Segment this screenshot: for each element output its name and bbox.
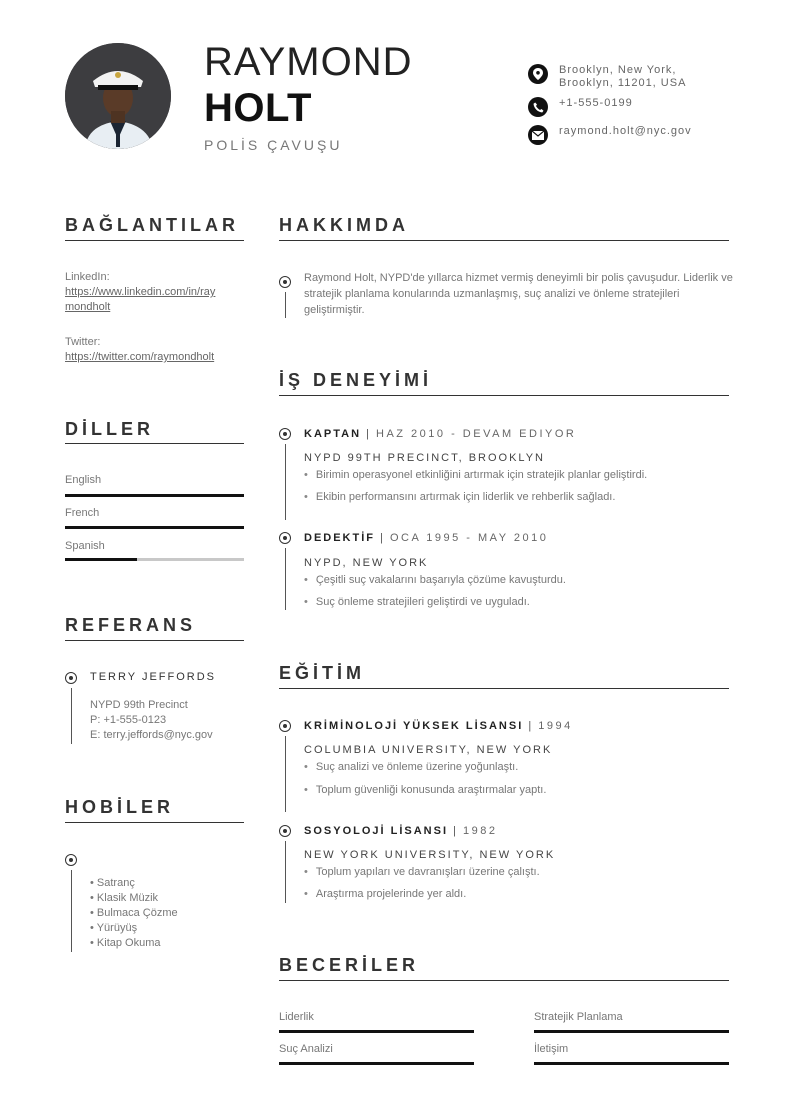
job-role: DEDEKTİF | OCA 1995 - MAY 2010 bbox=[304, 532, 549, 544]
language-bar-fill bbox=[65, 526, 244, 529]
education-school: NEW YORK UNIVERSITY, NEW YORK bbox=[304, 849, 556, 861]
timeline-line bbox=[285, 444, 286, 520]
links-divider bbox=[65, 240, 244, 241]
address-line-1: Brooklyn, New York, bbox=[559, 64, 677, 76]
education-school: COLUMBIA UNIVERSITY, NEW YORK bbox=[304, 744, 553, 756]
language-bar bbox=[65, 526, 244, 529]
language-label: English bbox=[65, 474, 102, 486]
skill-label: Liderlik bbox=[279, 1011, 314, 1023]
twitter-link[interactable]: https://twitter.com/raymondholt bbox=[65, 351, 215, 363]
experience-heading: İŞ DENEYİMİ bbox=[279, 370, 433, 390]
job-org: NYPD 99TH PRECINCT, BROOKLYN bbox=[304, 452, 546, 464]
phone-icon bbox=[528, 97, 548, 117]
languages-heading: DİLLER bbox=[65, 419, 154, 439]
hobby-item: • Yürüyüş bbox=[90, 922, 138, 934]
address-line-2: Brooklyn, 11201, USA bbox=[559, 77, 687, 89]
hobbies-list bbox=[90, 876, 178, 951]
phone-number: +1-555-0199 bbox=[559, 97, 633, 109]
experience-divider bbox=[279, 395, 729, 396]
links-heading: BAĞLANTILAR bbox=[65, 215, 239, 235]
timeline-dot-icon bbox=[279, 720, 291, 732]
reference-heading: REFERANS bbox=[65, 615, 197, 635]
timeline-line bbox=[71, 870, 72, 952]
twitter-label: Twitter: bbox=[65, 336, 101, 348]
location-pin-icon bbox=[528, 64, 548, 84]
about-divider bbox=[279, 240, 729, 241]
language-label: French bbox=[65, 507, 100, 519]
education-divider bbox=[279, 688, 729, 689]
language-label: Spanish bbox=[65, 540, 105, 552]
email-address: raymond.holt@nyc.gov bbox=[559, 125, 692, 137]
hobbies-heading: HOBİLER bbox=[65, 797, 174, 817]
skill-bar bbox=[534, 1062, 729, 1065]
education-bullet: • Suç analizi ve önleme üzerine yoğunlaştı. bbox=[304, 761, 518, 773]
reference-name: TERRY JEFFORDS bbox=[90, 671, 216, 683]
timeline-line bbox=[285, 548, 286, 610]
language-bar-fill bbox=[65, 494, 244, 497]
hobby-item: • Satranç bbox=[90, 877, 135, 889]
skills-heading: BECERİLER bbox=[279, 955, 420, 975]
about-text: Raymond Holt, NYPD'de yıllarca hizmet vermiş deneyimli bir polis çavuşudur. Liderlik ve stratejik planlama konularında uzmanlaşmış, suç analizi ve önleme stratejileri geliştirmiştir. bbox=[304, 272, 733, 316]
education-degree: SOSYOLOJİ LİSANSI | 1982 bbox=[304, 825, 498, 837]
first-name: RAYMOND bbox=[204, 40, 413, 84]
hobby-item: • Kitap Okuma bbox=[90, 937, 161, 949]
job-role: KAPTAN | HAZ 2010 - DEVAM EDIYOR bbox=[304, 428, 577, 440]
education-heading: EĞİTİM bbox=[279, 663, 365, 683]
job-bullet: • Çeşitli suç vakalarını başarıyla çözüme kavuşturdu. bbox=[304, 574, 566, 586]
timeline-line bbox=[285, 736, 286, 812]
linkedin-label: LinkedIn: bbox=[65, 271, 110, 283]
skill-bar bbox=[279, 1062, 474, 1065]
timeline-dot-icon bbox=[279, 428, 291, 440]
contact-address bbox=[528, 64, 719, 90]
timeline-dot-icon bbox=[279, 532, 291, 544]
contact-phone bbox=[528, 97, 719, 117]
timeline-line bbox=[285, 292, 286, 318]
skill-bar bbox=[279, 1030, 474, 1033]
education-bullet: • Araştırma projelerinde yer aldı. bbox=[304, 888, 466, 900]
timeline-dot-icon bbox=[279, 825, 291, 837]
hobby-item: • Bulmaca Çözme bbox=[90, 907, 178, 919]
contact-email bbox=[528, 125, 719, 145]
last-name: HOLT bbox=[204, 86, 312, 130]
linkedin-link[interactable]: https://www.linkedin.com/in/ray mondholt bbox=[65, 286, 216, 313]
job-title: POLİS ÇAVUŞU bbox=[204, 137, 343, 153]
timeline-dot-icon bbox=[279, 276, 291, 288]
education-bullet: • Toplum güvenliği konusunda araştırmalar yaptı. bbox=[304, 784, 546, 796]
reference-phone: P: +1-555-0123 bbox=[90, 714, 167, 726]
timeline-dot-icon bbox=[65, 854, 77, 866]
reference-divider bbox=[65, 640, 244, 641]
profile-photo bbox=[65, 43, 171, 149]
reference-email: E: terry.jeffords@nyc.gov bbox=[90, 729, 213, 741]
reference-details bbox=[90, 698, 213, 743]
skill-label: Suç Analizi bbox=[279, 1043, 333, 1055]
skill-label: İletişim bbox=[534, 1043, 569, 1055]
job-bullet: • Birimin operasyonel etkinliğini artırmak için stratejik planlar geliştirdi. bbox=[304, 469, 647, 481]
links-block bbox=[65, 270, 245, 365]
reference-org: NYPD 99th Precinct bbox=[90, 699, 188, 711]
job-bullet: • Ekibin performansını artırmak için liderlik ve rehberlik sağladı. bbox=[304, 491, 615, 503]
mail-icon bbox=[528, 125, 548, 145]
timeline-line bbox=[285, 841, 286, 903]
hobbies-divider bbox=[65, 822, 244, 823]
job-org: NYPD, NEW YORK bbox=[304, 557, 429, 569]
skills-divider bbox=[279, 980, 729, 981]
timeline-dot-icon bbox=[65, 672, 77, 684]
hobby-item: • Klasik Müzik bbox=[90, 892, 159, 904]
timeline-line bbox=[71, 688, 72, 744]
language-bar bbox=[65, 494, 244, 497]
job-bullet: • Suç önleme stratejileri geliştirdi ve uyguladı. bbox=[304, 596, 530, 608]
language-bar bbox=[65, 558, 244, 561]
about-heading: HAKKIMDA bbox=[279, 215, 409, 235]
languages-divider bbox=[65, 443, 244, 444]
education-degree: KRİMİNOLOJİ YÜKSEK LİSANSI | 1994 bbox=[304, 720, 573, 732]
skill-label: Stratejik Planlama bbox=[534, 1011, 623, 1023]
language-bar-fill bbox=[65, 558, 137, 561]
skill-bar bbox=[534, 1030, 729, 1033]
education-bullet: • Toplum yapıları ve davranışları üzerine çalıştı. bbox=[304, 866, 540, 878]
